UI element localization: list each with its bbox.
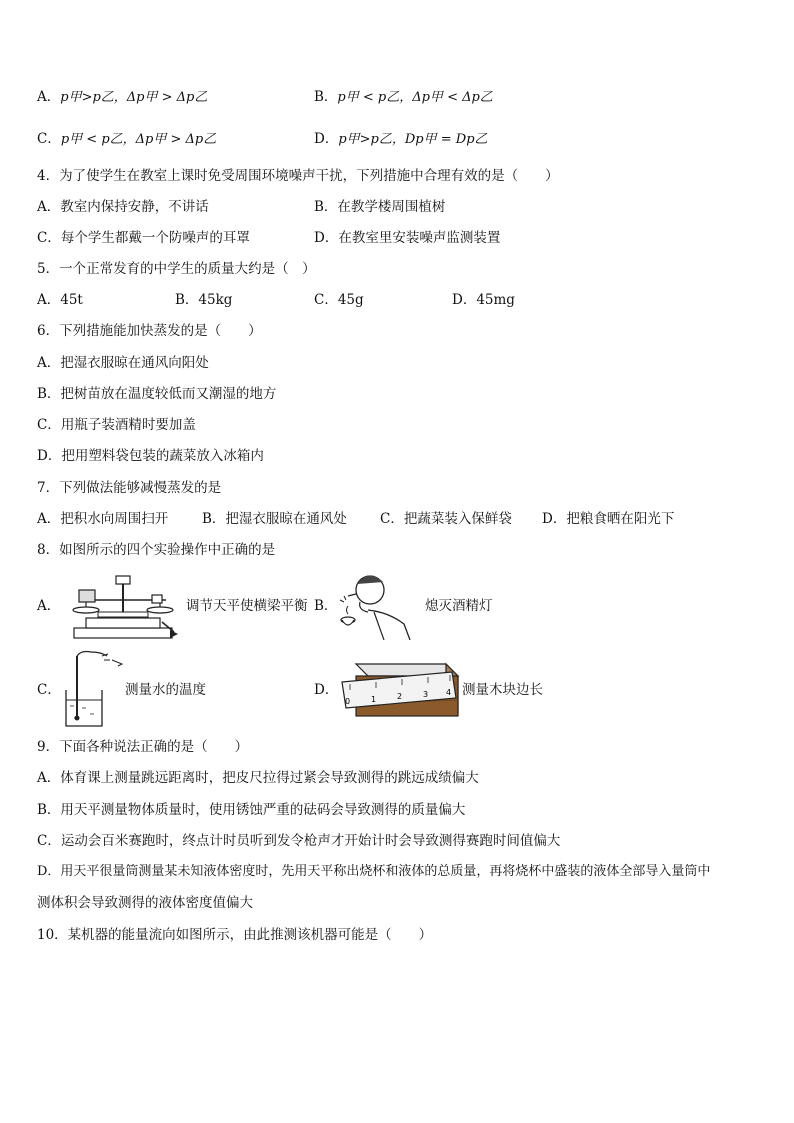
balance-figure (66, 570, 186, 640)
q9-option-a[interactable]: A．体育课上测量跳远距离时，把皮尺拉得过紧会导致测得的跳远成绩偏大 (37, 770, 479, 786)
q6-option-a[interactable]: A．把湿衣服晾在通风向阳处 (37, 355, 209, 371)
q6-option-b[interactable]: B．把树苗放在温度较低而又潮湿的地方 (37, 386, 277, 402)
q4-option-d[interactable]: D．在教室里安装噪声监测装置 (314, 230, 501, 246)
q9-option-c[interactable]: C．运动会百米赛跑时，终点计时员听到发令枪声才开始计时会导致测得赛跑时间值偏大 (37, 833, 561, 849)
q3-option-a-text: p甲>p乙，Δp甲 > Δp乙 (60, 90, 208, 105)
q3-option-d[interactable] (314, 130, 488, 149)
q3-option-c-label: C． (37, 131, 61, 147)
q7-option-d[interactable]: D．把粮食晒在阳光下 (542, 511, 675, 527)
q4-option-b[interactable]: B．在教学楼周围植树 (314, 199, 446, 215)
q3-option-b[interactable] (314, 88, 493, 107)
q3-option-c[interactable] (37, 130, 216, 149)
q8-option-a-caption: 调节天平使横梁平衡 (186, 598, 308, 614)
alcohol-lamp-figure (330, 570, 422, 640)
ruler-tick-3: 3 (423, 690, 429, 699)
q6-stem: 6．下列措施能加快蒸发的是（ ） (37, 323, 262, 339)
q5-option-b[interactable]: B．45kg (175, 292, 233, 308)
q7-stem: 7．下列做法能够减慢蒸发的是 (37, 480, 222, 496)
q3-option-b-label: B． (314, 89, 338, 105)
ruler-tick-0: 0 (345, 697, 351, 706)
q3-option-c-text: p甲 < p乙，Δp甲 > Δp乙 (60, 132, 217, 147)
q8-stem: 8．如图所示的四个实验操作中正确的是 (37, 542, 276, 558)
q8-option-b-label[interactable]: B． (314, 598, 338, 614)
q9-option-b[interactable]: B．用天平测量物体质量时，使用锈蚀严重的砝码会导致测得的质量偏大 (37, 802, 466, 818)
q5-stem: 5．一个正常发育的中学生的质量大约是（ ） (37, 261, 316, 277)
q7-option-b[interactable]: B．把湿衣服晾在通风处 (202, 511, 347, 527)
q5-option-c[interactable]: C．45g (314, 292, 364, 308)
q3-option-a[interactable] (37, 88, 207, 107)
q9-stem: 9．下面各种说法正确的是（ ） (37, 739, 249, 755)
q7-option-a[interactable]: A．把积水向周围扫开 (37, 511, 169, 527)
q9-option-d-continued: 测体积会导致测得的液体密度值偏大 (37, 895, 253, 911)
q5-option-d[interactable]: D．45mg (452, 292, 515, 308)
q7-option-c[interactable]: C．把蔬菜装入保鲜袋 (380, 511, 512, 527)
q8-option-c-label[interactable]: C． (37, 682, 61, 698)
q3-option-a-label: A． (37, 89, 61, 105)
q3-option-b-text: p甲 < p乙，Δp甲 < Δp乙 (337, 90, 493, 105)
q8-option-a-label[interactable]: A． (37, 598, 61, 614)
q8-option-c-caption: 测量水的温度 (125, 682, 206, 698)
ruler-tick-4: 4 (446, 688, 452, 697)
q8-option-b-caption: 熄灭酒精灯 (425, 598, 493, 614)
q5-option-a[interactable]: A．45t (37, 292, 83, 308)
q8-option-d-label[interactable]: D． (314, 682, 339, 698)
ruler-block-figure (336, 660, 462, 720)
ruler-tick-1: 1 (371, 695, 377, 704)
q6-option-d[interactable]: D．把用塑料袋包装的蔬菜放入冰箱内 (37, 448, 264, 464)
q4-option-c[interactable]: C．每个学生都戴一个防噪声的耳罩 (37, 230, 250, 246)
ruler-tick-2: 2 (397, 692, 403, 701)
q3-option-d-label: D． (314, 131, 339, 147)
q6-option-c[interactable]: C．用瓶子装酒精时要加盖 (37, 417, 196, 433)
q3-option-d-text: p甲>p乙，Dp甲 = Dp乙 (338, 132, 488, 147)
q4-stem: 4．为了使学生在教室上课时免受周围环境噪声干扰，下列措施中合理有效的是（ ） (37, 168, 559, 184)
q9-option-d[interactable]: D．用天平很量筒测量某未知液体密度时，先用天平称出烧杯和液体的总质量，再将烧杯中盛装的液体全部导入量筒中 (37, 864, 711, 879)
q8-option-d-caption: 测量木块边长 (462, 682, 543, 698)
q4-option-a[interactable]: A．教室内保持安静，不讲话 (37, 199, 209, 215)
thermometer-figure (60, 646, 130, 730)
q10-stem: 10．某机器的能量流向如图所示，由此推测该机器可能是（ ） (37, 927, 433, 943)
